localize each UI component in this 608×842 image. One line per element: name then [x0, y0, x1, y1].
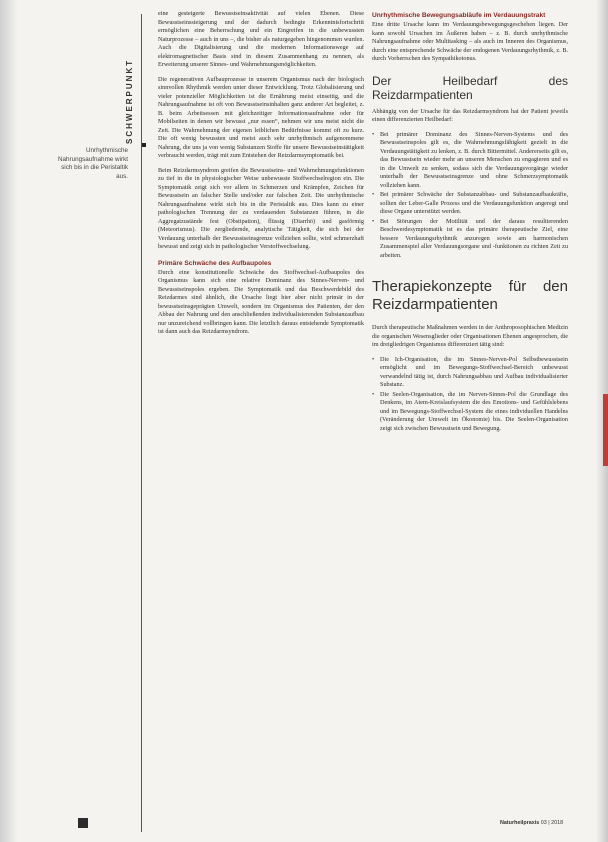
right-column [372, 12, 568, 439]
middle-column [158, 10, 364, 343]
bullet-list [372, 356, 568, 434]
bullet-list [372, 131, 568, 261]
list-item: • Die Seelen-Organisation, die im Nerven-Sinnes-Pol die Grundlage des Denkens, im Atem-Kreislaufsystem die des Emotions- und Gefühlslebens und im Bewegungs-Stoffwechsel-System die eines individuellen Handelns (Veränderung der Umwelt im Ökonomie) bis. Die Seelen-Organisation zeigt sich zwischen Bewusstsein und Bewegung. [380, 391, 568, 434]
page-number-box [78, 818, 88, 828]
paragraph: Abhängig von der Ursache für das Reizdarmsyndrom hat der Patient jeweils einen differenzierten Heilbedarf: [372, 107, 568, 124]
paragraph: Beim Reizdarmsyndrom greifen die Bewusstseins- und Wahrnehmungsfunktionen zu tief in die in physiologischer Weise unbewusste Stoffwechselregion ein. Die Symptomatik zeigt sich vor allem in Schmerzen und Krämpfen, Zeichen für Bewusstsein an falscher Stelle und/oder zur falschen Zeit. Die unrhythmische Nahrungsaufnahme wirkt sich bis in die Peristaltik aus. Dies kann zu einer pathologischen Trennung der zu verdauenden Substanzen führen, in die Aggregatzustände fest (Obstipation), flüssig (Diarrhö) und gasförmig (Meteorismus). Die zergliedernde, analytische Tätigkeit, die sich bei der Verdauung unterhalb der Bewusstseinsgrenze vollziehen sollte, wird schmerzhaft bewusst und zeigt sich in pathologischer Verstoffwechselung. [158, 166, 364, 250]
vertical-rule [141, 14, 142, 832]
paragraph: Durch eine konstitutionelle Schwäche des Stoffwechsel-Aufbaupoles des Organismus kann sich eine relative Dominanz des Sinnes-Nerven- und Bewusstseinspoles ergeben. Die Symptomatik und das Beschwerdebild des Reizdarmes sind ähnlich, die Ursache liegt hier aber nicht primär in der bewusstseinsgeprägten Umwelt, sondern im Organismus des Patienten, der den Abbau der Nahrung und den anschließenden individualisierenden Substanzaufbau nur unzureichend vollbringen kann. Die letztlich daraus entstehende Symptomatik ist dann auch das Reizdarmsyndrom. [158, 268, 364, 336]
section-heading-large: Therapiekonzepte für den Reizdarmpatienten [372, 278, 568, 314]
list-item: • Bei Störungen der Motilität und der daraus resultierenden Beschwerdesymptomatik ist es das primäre therapeutische Ziel, eine bessere Verdauungsrhythmik anzuregen sowie am harmonischen Zusammenspiel aller Verdauungsorgane und -funktionen zu richten Zeit zu arbeiten. [380, 218, 568, 261]
footer-publication [500, 820, 563, 826]
subheading: Unrhythmische Bewegungsabläufe im Verdauungstrakt [372, 12, 546, 19]
list-item: • Die Ich-Organisation, die im Sinnes-Nerven-Pol Selbstbewusstsein ermöglicht und im Bewegungs-Stoffwechsel-Bereich unbewusst verwandelnd tätig ist, durch Nahrungsabbau und Aufbau individualisierter Substanz. [380, 356, 568, 390]
list-item: • Bei primärer Schwäche der Substanzabbau- und Substanzaufbaukräfte, sollten der Leber-Galle Prozess und die Verdauungsfunktion angeregt und diese Organe unterstützt werden. [380, 191, 568, 217]
section-heading: Der Heilbedarf des Reizdarmpatienten [372, 73, 568, 102]
subheading: Primäre Schwäche des Aufbaupoles [158, 259, 272, 267]
margin-pull-quote: Unrhythmische Nahrungsaufnahme wirkt sich bis in die Peristaltik aus. [58, 147, 129, 180]
magazine-name: Naturheilpraxis [500, 820, 540, 826]
paragraph: Eine dritte Ursache kann im Verdauungsbewegungsgeschehen liegen. Der kann sowohl Ursachen im Äußeren haben – z. B. durch unrhythmische Nahrungsaufnahme oder Multitasking – als auch im Inneren des Organismus, durch eine entsprechende Schwäche der endogenen Verdauungsrhythmik, z. B. durch Vorherrschen des Sympathikotonus. [372, 21, 568, 63]
section-side-label: SCHWERPUNKT [125, 58, 134, 144]
red-edge-tab [603, 394, 608, 466]
paragraph: Durch therapeutische Maßnahmen werden in der Anthroposophischen Medizin die organischen Wesensglieder oder Organisationen Ebenen angesprochen, die im dreigliedrigen Organismus differenziert tätig sind: [372, 324, 568, 349]
square-marker-icon [142, 143, 146, 147]
page-gutter-shadow [0, 0, 18, 842]
paragraph: eine gesteigerte Bewusstseinsaktivität auf vielen Ebenen. Diese Bewusstseinssteigerung und der dadurch bedingte Erkenntnisfortschritt ermöglichen eine Beherrschung und ein Eingreifen in die unbewussten Naturprozesse – auch in uns –, die bisher als naturgegeben hingenommen wurden. Auch die Digitalisierung und die modernen Informationswege auf elektromagnetischer Basis sind in diesem Zusammenhang zu nennen, als Erweiterung unserer Sinnes- und Wahrnehmungsmöglichkeiten. [158, 10, 364, 68]
issue-number: 03 | 2018 [539, 820, 564, 826]
list-item: • Bei primärer Dominanz des Sinnes-Nerven-Systems und des Bewusstseinspoles gilt es, die Wahrnehmungsfähigkeit gezielt in die Verdauungstätigkeit zu lenken, z. B. durch Bittermittel. Andererseits gilt es, das Bewusstsein wieder mehr an unseren Menschen zu engagieren und es in die Umwelt zu senken, sodass sich die Verdauungsvorgänge wieder unterhalb der Bewusstseinsgrenze und ohne Schmerzsymptomatik vollziehen kann. [380, 131, 568, 191]
paragraph: Die regenerativen Aufbauprozesse in unserem Organismus nach der biologisch sinnvollen Rhythmik werden unter dieser Entwicklung. Trotz Globalisierung und vieler potenzieller Möglichkeiten ist die Ernährung meist einseitig, und die Nahrungsaufnahme ist oft von Bewusstseinsinhalten ganz anderer Art begleitet, z. B. beim Arbeitsessen mit gleichzeitiger Informationsaufnahme oder für Mobilseiten in denen wir bewusst „nur essen“, nehmen wir uns meist nicht die Zeit. Die Wahrnehmung der eigenen leiblichen Bedürfnisse kommt oft zu kurz. Die oft wenig bewussten und meist auch sehr unrhythmisch aufgenommene Nahrung, die uns ja von wenig Substanzen Stoffe für unsere Bewusstseinstätigkeit verbraucht werden, trägt mit zum Entstehen der Reizdarmsymptomatik bei. [158, 75, 364, 159]
